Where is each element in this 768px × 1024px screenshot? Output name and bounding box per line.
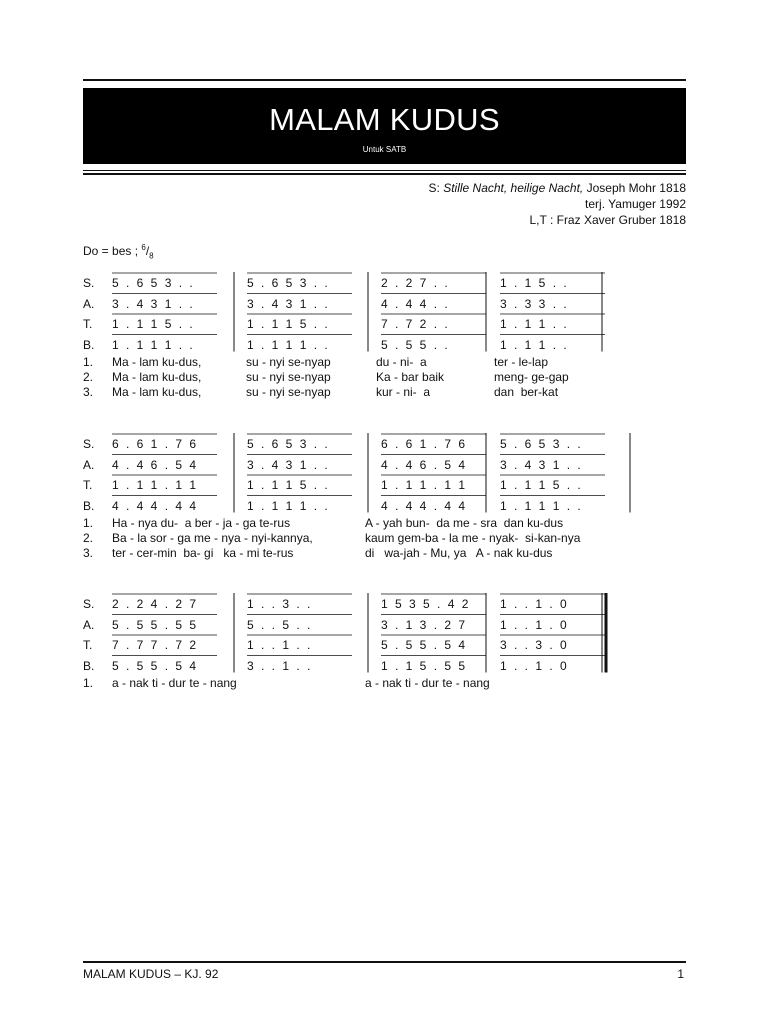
lyric-segment: kaum gem-ba - la me - nyak- si-kan-nya	[365, 531, 581, 545]
measure-notes: 6 . 6 1 . 7 6	[112, 437, 197, 451]
measure-notes: 1 . 1 1 5 . .	[247, 317, 328, 331]
measure-notes: 1 . . 1 . 0	[500, 597, 567, 611]
measure-notes: 5 . 6 5 3 . .	[112, 276, 193, 290]
measure-notes: 1 . 1 1 5 . .	[500, 478, 581, 492]
lyric-segment: Ma - lam ku-dus,	[112, 385, 202, 399]
lyric-segment: kur - ni- a	[376, 385, 431, 399]
lyric-segment: du - ni- a	[376, 355, 427, 369]
lyric-segment: di wa-jah - Mu, ya A - nak ku-dus	[365, 546, 553, 560]
verse-number: 1.	[83, 355, 94, 369]
voice-label: B.	[83, 337, 95, 352]
measure-notes: 3 . 3 3 . .	[500, 296, 567, 311]
lyric-segment: dan ber-kat	[494, 385, 559, 399]
lyric-segment: Ma - lam ku-dus,	[112, 370, 202, 384]
voice-label: B.	[83, 658, 95, 673]
footer-rule	[83, 961, 686, 963]
measure-notes: 1 . . 3 . .	[247, 597, 311, 611]
lyric-segment: su - nyi se-nyap	[246, 355, 331, 369]
measure-notes: 1 . 1 1 5 . .	[247, 478, 328, 492]
measure-notes: 4 . 4 6 . 5 4	[381, 457, 466, 472]
measure-notes: 1 . 1 5 . 5 5	[381, 658, 466, 673]
measure-notes: 1 . 1 1 1 . .	[247, 337, 328, 352]
lyric-segment: su - nyi se-nyap	[246, 370, 331, 384]
voice-label: T.	[83, 638, 93, 652]
measure-notes: 7 . 7 7 . 7 2	[112, 638, 197, 652]
verse-number: 1.	[83, 676, 94, 690]
voice-label: T.	[83, 478, 93, 492]
measure-notes: 1 . 1 1 1 . .	[500, 498, 581, 513]
measure-notes: 5 . 5 5 . 5 4	[381, 638, 466, 652]
lyric-segment: ter - cer-min ba- gi ka - mi te-rus	[112, 546, 294, 560]
measure-notes: 5 . 5 5 . 5 5	[112, 617, 197, 632]
measure-notes: 3 . . 3 . 0	[500, 638, 567, 652]
lyric-segment: meng- ge-gap	[494, 370, 569, 384]
measure-notes: 6 . 6 1 . 7 6	[381, 437, 466, 451]
credit-text-source: S: Stille Nacht, heilige Nacht, Joseph Mohr 1818	[428, 181, 686, 195]
lyric-segment: a - nak ti - dur te - nang	[112, 676, 237, 690]
measure-notes: 1 . 1 1 . 1 1	[112, 478, 197, 492]
measure-notes: 1 . 1 1 1 . .	[112, 337, 193, 352]
measure-notes: 2 . 2 4 . 2 7	[112, 597, 197, 611]
lyric-segment: A - yah bun- da me - sra dan ku-dus	[365, 516, 564, 530]
verse-number: 3.	[83, 385, 94, 399]
key-signature: Do = bes ; $^6/_8$	[83, 243, 154, 261]
measure-notes: 1 . . 1 . 0	[500, 617, 567, 632]
verse-number: 2.	[83, 370, 94, 384]
measure-notes: 7 . 7 2 . .	[381, 317, 448, 331]
measure-notes: 5 . 6 5 3 . .	[247, 437, 328, 451]
lyric-segment: Ba - la sor - ga me - nya - nyi-kannya,	[112, 531, 313, 545]
measure-notes: 1 . 1 1 1 . .	[247, 498, 328, 513]
page-number: 1	[677, 967, 684, 981]
measure-notes: 1 . . 1 . 0	[500, 658, 567, 673]
credit-original-title: Stille Nacht, heilige Nacht,	[443, 181, 584, 195]
measure-notes: 4 . 4 4 . 4 4	[381, 498, 466, 513]
verse-number: 3.	[83, 546, 94, 560]
lyric-segment: Ka - bar baik	[376, 370, 445, 384]
measure-notes: 5 . . 5 . .	[247, 617, 311, 632]
voice-label: S.	[83, 276, 95, 290]
measure-notes: 3 . 4 3 1 . .	[500, 457, 581, 472]
page-title: MALAM KUDUS	[269, 102, 500, 137]
verse-number: 1.	[83, 516, 94, 530]
voice-label: S.	[83, 597, 95, 611]
measure-notes: 1 . . 1 . .	[247, 638, 311, 652]
footer-title: MALAM KUDUS – KJ. 92	[83, 967, 219, 981]
lyric-segment: su - nyi se-nyap	[246, 385, 331, 399]
lyric-segment: ter - le-lap	[494, 355, 549, 369]
measure-notes: 3 . 1 3 . 2 7	[381, 617, 466, 632]
lyric-segment: Ha - nya du- a ber - ja - ga te-rus	[112, 516, 291, 530]
measure-notes: 5 . 5 5 . .	[381, 337, 448, 352]
measure-notes: 5 . 6 5 3 . .	[247, 276, 328, 290]
measure-notes: 1 . 1 5 . .	[500, 276, 567, 290]
voice-label: B.	[83, 498, 95, 513]
voice-label: T.	[83, 317, 93, 331]
measure-notes: 3 . 4 3 1 . .	[247, 296, 328, 311]
voice-label: A.	[83, 296, 95, 311]
measure-notes: 3 . . 1 . .	[247, 658, 311, 673]
credit-translation: terj. Yamuger 1992	[585, 197, 686, 211]
measure-notes: 1 . 1 1 . .	[500, 317, 567, 331]
measure-notes: 4 . 4 6 . 5 4	[112, 457, 197, 472]
verse-number: 2.	[83, 531, 94, 545]
voice-label: A.	[83, 617, 95, 632]
lyric-segment: a - nak ti - dur te - nang	[365, 676, 490, 690]
measure-notes: 1 . 1 1 . .	[500, 337, 567, 352]
page-subtitle: Untuk SATB	[362, 145, 407, 154]
measure-notes: 5 . 5 5 . 5 4	[112, 658, 197, 673]
credit-composer: L,T : Fraz Xaver Gruber 1818	[529, 213, 686, 227]
measure-notes: 1 5 3 5 . 4 2	[381, 597, 469, 611]
measure-notes: 4 . 4 4 . 4 4	[112, 498, 197, 513]
measure-notes: 5 . 6 5 3 . .	[500, 437, 581, 451]
voice-label: S.	[83, 437, 95, 451]
measure-notes: 1 . 1 1 5 . .	[112, 317, 193, 331]
measure-notes: 3 . 4 3 1 . .	[247, 457, 328, 472]
lyric-segment: Ma - lam ku-dus,	[112, 355, 202, 369]
measure-notes: 2 . 2 7 . .	[381, 276, 448, 290]
measure-notes: 4 . 4 4 . .	[381, 296, 448, 311]
measure-notes: 3 . 4 3 1 . .	[112, 296, 193, 311]
voice-label: A.	[83, 457, 95, 472]
measure-notes: 1 . 1 1 . 1 1	[381, 478, 466, 492]
